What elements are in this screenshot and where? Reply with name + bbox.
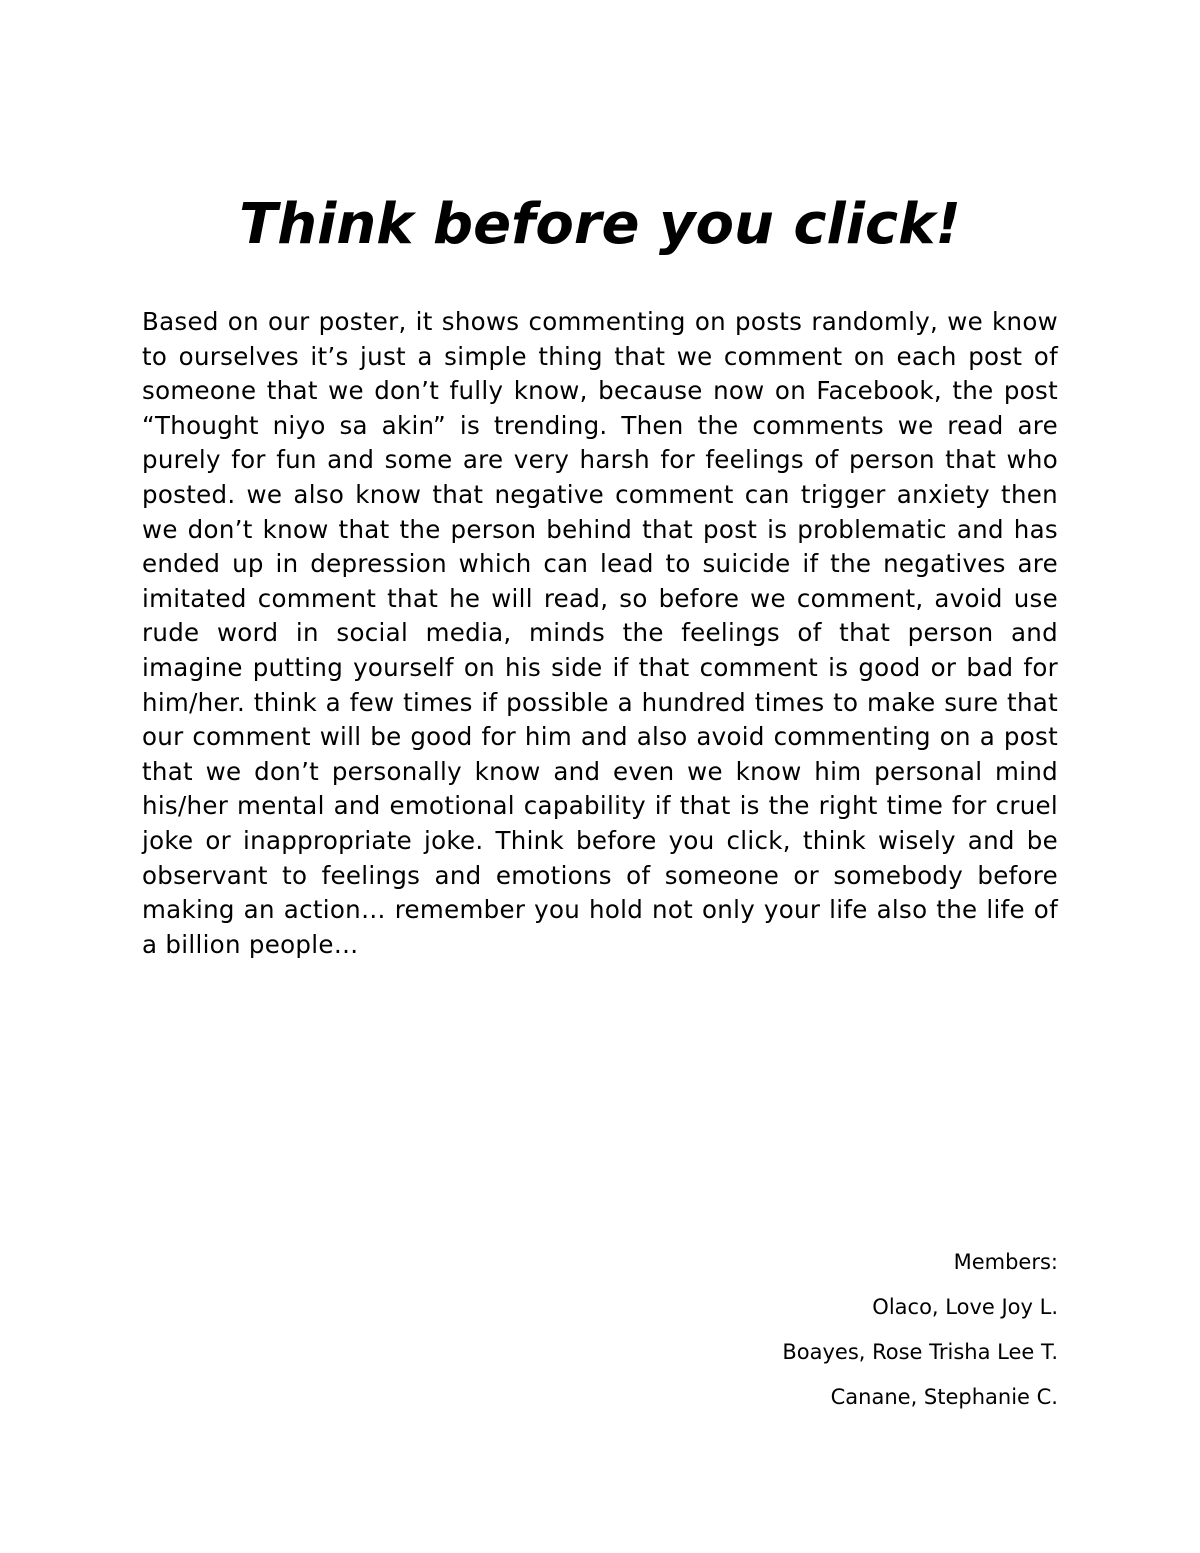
members-block (558, 1246, 1058, 1426)
members-label: Members: (953, 1250, 1058, 1274)
member-name: Olaco, Love Joy L. (872, 1295, 1058, 1319)
document-title: Think before you click! (239, 192, 961, 257)
member-name: Boayes, Rose Trisha Lee T. (782, 1340, 1058, 1364)
document-body-paragraph: Based on our poster, it shows commenting on posts randomly, we know to ourselves it’s just a simple thing that we comment on each post of someone that we don’t fully know, because now on Facebook, the post “Thought niyo sa akin” is trending. Then the comments we read are purely for fun and some are very harsh for feelings of person that who posted. we also know that negative comment can trigger anxiety then we don’t know that the person behind that post is problematic and has ended up in depression which can lead to suicide if the negatives are imitated comment that he will read, so before we comment, avoid use rude word in social media, minds the feelings of that person and imagine putting yourself on his side if that comment is good or bad for him/her. think a few times if possible a hundred times to make sure that our comment will be good for him and also avoid commenting on a post that we don’t personally know and even we know him personal mind his/her mental and emotional capability if that is the right time for cruel joke or inappropriate joke. Think before you click, think wisely and be observant to feelings and emotions of someone or somebody before making an action… remember you hold not only your life also the life of a billion people… (142, 307, 1058, 959)
member-name: Canane, Stephanie C. (830, 1385, 1058, 1409)
